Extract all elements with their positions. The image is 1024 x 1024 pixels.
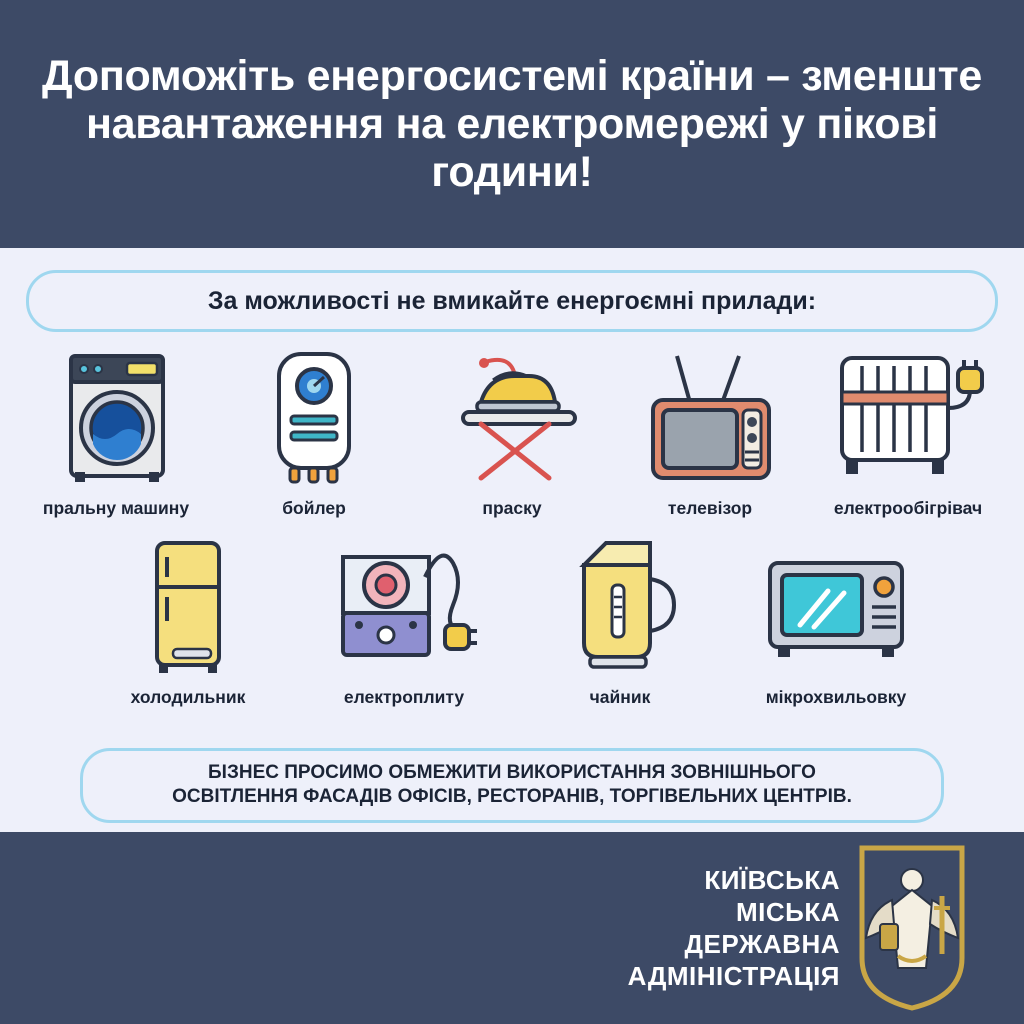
washing-machine-icon (51, 346, 181, 486)
page-title: Допоможіть енергосистемі країни – зменште навантаження на електромережі у пікові години! (42, 51, 982, 197)
poster-header (0, 0, 1024, 248)
appliance-label: холодильник (130, 687, 246, 707)
poster-body (0, 248, 1024, 832)
refrigerator-icon (133, 535, 243, 675)
business-note-line-1: БІЗНЕС ПРОСИМО ОБМЕЖИТИ ВИКОРИСТАННЯ ЗОВНІШНЬОГО (208, 762, 816, 783)
organization-name (628, 864, 840, 993)
appliance-item (530, 535, 710, 708)
appliance-label: мікрохвильовку (765, 687, 907, 707)
appliance-item (98, 535, 278, 708)
appliance-item (314, 535, 494, 708)
electric-stove-icon (329, 535, 479, 675)
appliance-label: чайник (589, 687, 651, 707)
org-line-1: КИЇВСЬКА (704, 864, 840, 895)
appliance-row-1 (26, 346, 998, 519)
microwave-icon (756, 535, 916, 675)
kyiv-coat-of-arms-icon (858, 844, 966, 1012)
appliance-label: електроплиту (343, 687, 465, 707)
appliance-label: бойлер (282, 498, 346, 518)
appliance-item (224, 346, 404, 519)
iron-icon (437, 346, 587, 486)
business-note (80, 748, 944, 823)
subtitle-text: За можливості не вмикайте енергоємні прилади: (207, 286, 817, 315)
appliance-row-2 (26, 535, 998, 708)
business-note-line-2: ОСВІТЛЕННЯ ФАСАДІВ ОФІСІВ, РЕСТОРАНІВ, ТОРГІВЕЛЬНИХ ЦЕНТРІВ. (172, 786, 852, 808)
poster-footer (0, 832, 1024, 1024)
appliance-label: електрообігрівач (833, 498, 983, 518)
appliance-item (746, 535, 926, 708)
org-line-3: ДЕРЖАВНА (684, 929, 840, 959)
appliance-item (818, 346, 998, 519)
appliance-item (422, 346, 602, 519)
appliance-label: телевізор (667, 498, 753, 518)
org-line-2: МІСЬКА (736, 896, 840, 927)
appliance-item (26, 346, 206, 519)
appliance-label: праску (482, 498, 542, 518)
electric-heater-icon (828, 346, 988, 486)
subtitle-banner (26, 270, 998, 332)
appliance-item (620, 346, 800, 519)
television-icon (635, 346, 785, 486)
boiler-icon (259, 346, 369, 486)
appliance-label: пральну машину (42, 498, 190, 518)
org-line-4: АДМІНІСТРАЦІЯ (627, 961, 840, 992)
kettle-icon (550, 535, 690, 675)
